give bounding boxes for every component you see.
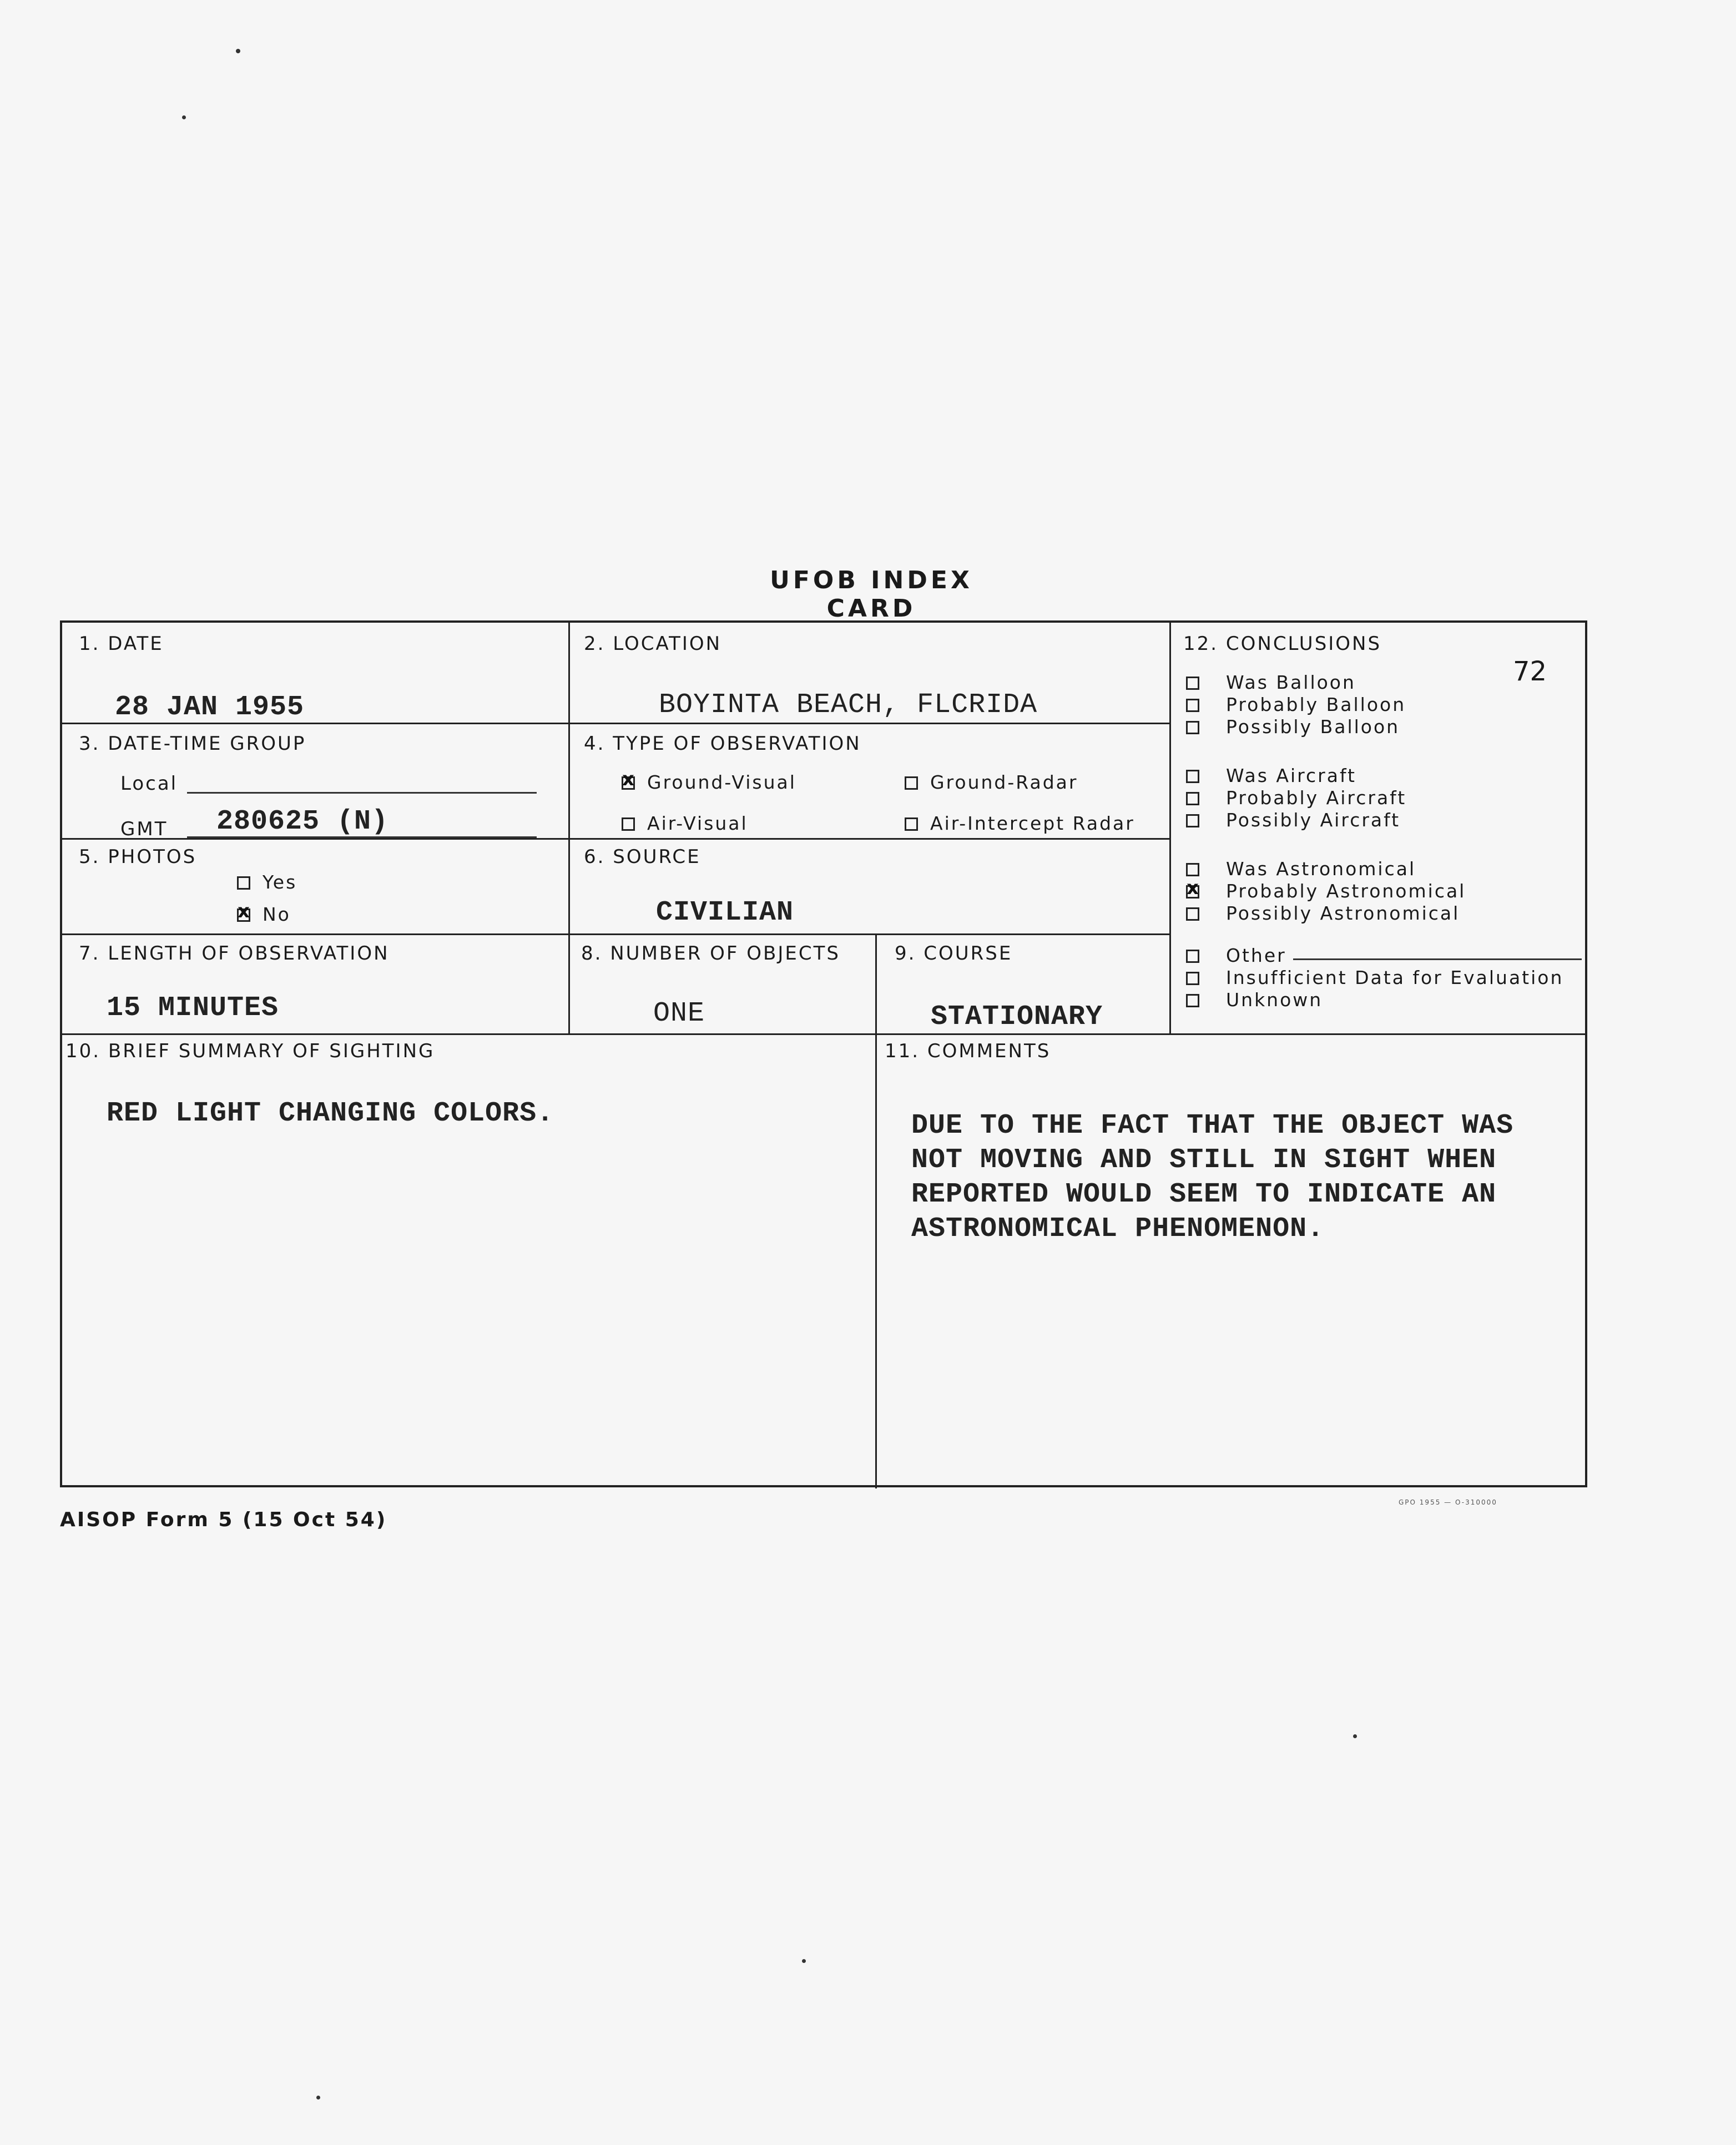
rule [1169, 623, 1171, 1033]
conclusion-option [1186, 809, 1400, 831]
checkbox [1186, 814, 1199, 827]
length-of-observation-value: 15 MINUTES [107, 992, 279, 1024]
index-card [60, 620, 1587, 1487]
checkbox [1186, 994, 1199, 1007]
checkbox [1186, 907, 1199, 921]
conclusion-option [1186, 716, 1400, 738]
conclusion-option [1186, 880, 1466, 902]
conclusions-label: 12. CONCLUSIONS [1183, 633, 1382, 655]
summary-label: 10. BRIEF SUMMARY OF SIGHTING [65, 1040, 435, 1062]
conclusion-option [1186, 902, 1460, 924]
location-label: 2. LOCATION [584, 633, 722, 655]
conclusion-option [1186, 694, 1406, 715]
printer-mark: GPO 1955 — O-310000 [1399, 1498, 1497, 1506]
local-line [187, 792, 537, 794]
option-label: Possibly Balloon [1226, 716, 1400, 738]
option-label: Insufficient Data for Evaluation [1226, 967, 1564, 988]
date-value: 28 JAN 1955 [115, 692, 305, 723]
comments-line: NOT MOVING AND STILL IN SIGHT WHEN [911, 1144, 1497, 1176]
checkbox [622, 817, 635, 831]
option-photos-no [237, 904, 291, 925]
source-value: CIVILIAN [656, 897, 794, 928]
option-label: Was Astronomical [1226, 858, 1416, 880]
checkbox-checked [237, 909, 250, 922]
conclusion-option [1186, 945, 1286, 966]
scan-speck [802, 1959, 806, 1963]
comments-line: REPORTED WOULD SEEM TO INDICATE AN [911, 1179, 1497, 1210]
option-label: No [263, 904, 291, 925]
option-label: Was Aircraft [1226, 765, 1356, 786]
option-photos-yes [237, 871, 297, 893]
local-label: Local [120, 773, 178, 795]
option-label: Air-Visual [647, 812, 748, 834]
option-label: Was Balloon [1226, 672, 1356, 693]
number-of-objects-value: ONE [653, 998, 705, 1029]
course-value: STATIONARY [931, 1001, 1103, 1033]
card-title: UFOB INDEX CARD [770, 566, 973, 623]
summary-value: RED LIGHT CHANGING COLORS. [107, 1098, 554, 1129]
conclusion-option [1186, 989, 1323, 1011]
checkbox [1186, 699, 1199, 712]
checkbox-checked [1186, 885, 1199, 899]
conclusion-option [1186, 858, 1416, 880]
scan-speck [1353, 1734, 1357, 1738]
rule [62, 838, 1169, 840]
form-number: AISOP Form 5 (15 Oct 54) [60, 1508, 387, 1531]
option-ground-radar [905, 771, 1078, 793]
checkbox [905, 776, 918, 790]
option-label: Yes [263, 871, 297, 893]
option-ground-visual [622, 771, 796, 793]
date-time-group-label: 3. DATE-TIME GROUP [79, 733, 306, 755]
checkbox [1186, 950, 1199, 963]
rule [62, 1033, 1587, 1035]
option-label: Probably Balloon [1226, 694, 1406, 715]
option-label: Unknown [1226, 989, 1323, 1011]
page-number: 72 [1513, 656, 1547, 687]
scan-speck [182, 115, 186, 119]
option-label: Probably Aircraft [1226, 787, 1407, 809]
rule [875, 933, 877, 1488]
comments-line: ASTRONOMICAL PHENOMENON. [911, 1213, 1325, 1245]
checkbox [1186, 770, 1199, 783]
number-of-objects-label: 8. NUMBER OF OBJECTS [581, 942, 840, 965]
option-label: Air-Intercept Radar [930, 812, 1135, 834]
photos-label: 5. PHOTOS [79, 846, 197, 868]
gmt-value: 280625 (N) [216, 806, 389, 837]
comments-label: 11. COMMENTS [885, 1040, 1051, 1062]
option-label: Other [1226, 945, 1286, 966]
option-label: Ground-Visual [647, 771, 796, 793]
conclusion-option [1186, 765, 1356, 786]
other-line [1293, 958, 1582, 960]
gmt-line [187, 836, 537, 838]
checkbox [1186, 721, 1199, 734]
scan-speck [236, 49, 240, 53]
scan-speck [316, 2096, 320, 2099]
conclusion-option [1186, 967, 1563, 988]
rule [62, 933, 1169, 935]
option-label: Possibly Astronomical [1226, 902, 1460, 924]
checkbox [1186, 863, 1199, 876]
checkbox [237, 876, 250, 890]
conclusion-option [1186, 787, 1406, 809]
option-label: Ground-Radar [930, 771, 1078, 793]
checkbox-checked [622, 776, 635, 790]
course-label: 9. COURSE [895, 942, 1013, 965]
option-label: Possibly Aircraft [1226, 809, 1401, 831]
checkbox [1186, 972, 1199, 985]
option-air-visual [622, 812, 748, 834]
length-of-observation-label: 7. LENGTH OF OBSERVATION [79, 942, 390, 965]
rule [568, 623, 570, 1033]
checkbox [1186, 792, 1199, 805]
type-of-observation-label: 4. TYPE OF OBSERVATION [584, 733, 861, 755]
option-label: Probably Astronomical [1226, 880, 1466, 902]
conclusion-option [1186, 672, 1356, 693]
checkbox [1186, 677, 1199, 690]
source-label: 6. SOURCE [584, 846, 701, 868]
comments-line: DUE TO THE FACT THAT THE OBJECT WAS [911, 1110, 1514, 1142]
location-value: BOYINTA BEACH, FLCRIDA [659, 689, 1038, 721]
gmt-label: GMT [120, 818, 168, 840]
option-air-intercept-radar [905, 812, 1135, 834]
date-label: 1. DATE [79, 633, 164, 655]
checkbox [905, 817, 918, 831]
